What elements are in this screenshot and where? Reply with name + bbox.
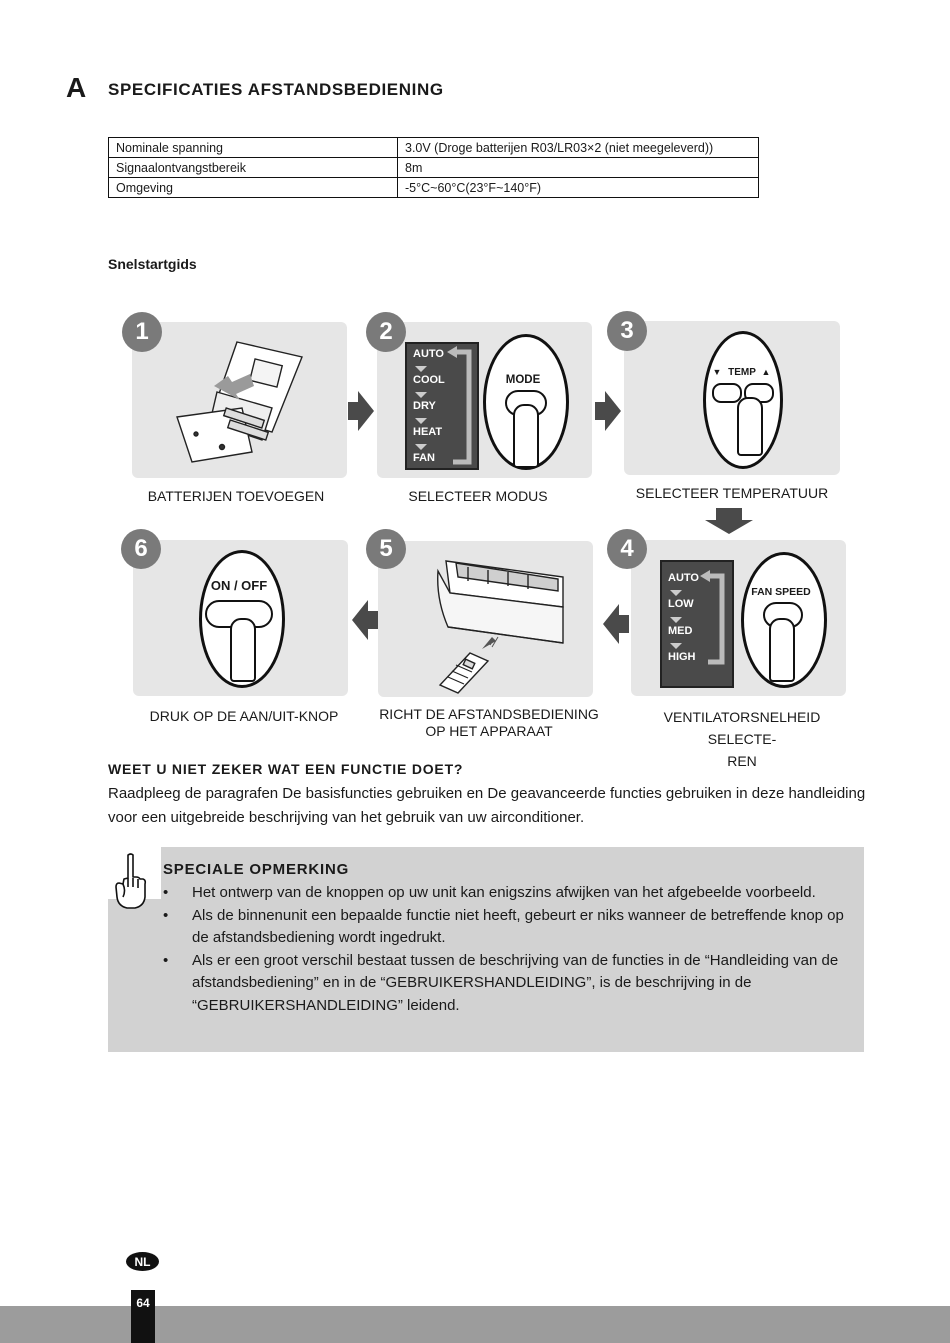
fan-speed-item: AUTO — [668, 572, 699, 584]
pointing-hand-icon — [112, 851, 148, 911]
step-3-badge: 3 — [607, 311, 647, 351]
arrow-right-icon — [605, 391, 621, 431]
note-title: SPECIALE OPMERKING — [163, 861, 350, 878]
mode-item: DRY — [413, 400, 436, 412]
arrow-left-icon — [603, 604, 619, 644]
spec-label: Signaalontvangstbereik — [109, 158, 398, 178]
temp-down-button — [712, 383, 742, 403]
arrow-left-icon — [352, 600, 368, 640]
step-4-badge: 4 — [607, 529, 647, 569]
cycle-arrow-icon — [662, 562, 732, 686]
arrow-left-icon — [368, 611, 378, 629]
arrow-left-icon — [619, 615, 629, 633]
power-button-label: ON / OFF — [210, 578, 268, 593]
list-item: • Als er een groot verschil bestaat tussen de beschrijving van de functies in de “Handleiding van de afstandsbediening” en in de “GEBRUIKERSHANDLEIDING”, is de beschrijving in de “GEBRUIKERSHANDLEIDING” leidend. — [163, 950, 853, 1018]
step-5-badge: 5 — [366, 529, 406, 569]
step-4-caption-line2: REN — [727, 753, 757, 769]
fan-speed-button-label: FAN SPEED — [751, 586, 811, 598]
up-arrow-icon: ▲ — [761, 367, 771, 377]
section-title: SPECIFICATIES AFSTANDSBEDIENING — [108, 80, 444, 99]
table-row — [109, 178, 759, 198]
section-letter: A — [66, 72, 87, 103]
step-4-caption — [631, 706, 853, 772]
arrow-down-icon — [705, 520, 753, 534]
step-5-caption-line2: OP HET APPARAAT — [425, 723, 553, 739]
language-badge: NL — [126, 1252, 159, 1271]
quickstart-title: Snelstartgids — [108, 256, 197, 272]
step-2-caption: SELECTEER MODUS — [408, 488, 548, 504]
list-item: • Het ontwerp van de knoppen op uw unit kan enigszins afwijken van het afgebeelde voorbeeld. — [163, 882, 853, 905]
indoor-unit-illustration — [378, 541, 593, 697]
list-item: • Als de binnenunit een bepaalde functie niet heeft, gebeurt er niks wanneer de betreffende knop op de afstandsbediening wordt ingedrukt. — [163, 905, 853, 950]
mode-button-label: MODE — [505, 374, 541, 386]
step-3-panel — [624, 321, 840, 475]
spec-table — [108, 137, 759, 198]
info-heading: WEET U NIET ZEKER WAT EEN FUNCTIE DOET? — [108, 761, 464, 777]
mode-list — [405, 342, 479, 470]
spec-label: Omgeving — [109, 178, 398, 198]
step-1-badge: 1 — [122, 312, 162, 352]
finger-icon — [769, 618, 795, 682]
page-number: 64 — [131, 1290, 155, 1343]
step-5-caption — [378, 706, 600, 740]
info-text: Raadpleeg de paragrafen De basisfuncties gebruiken en De geavanceerde functies gebruiken in deze handleiding voor een uitgebreide beschrijving van het gebruik van uw airconditioner. — [108, 785, 866, 826]
arrow-down-icon — [716, 508, 742, 520]
step-2-panel — [377, 322, 592, 478]
spec-value: -5°C~60°C(23°F~140°F) — [398, 178, 759, 198]
table-row — [109, 138, 759, 158]
finger-icon — [513, 404, 539, 468]
mode-item: AUTO — [413, 348, 444, 360]
arrow-right-icon — [348, 402, 358, 420]
step-4-caption-line1: VENTILATORSNELHEID SELECTE- — [663, 709, 821, 747]
mode-item: HEAT — [413, 426, 443, 438]
down-arrow-icon: ▼ — [712, 367, 722, 377]
mode-item: FAN — [413, 452, 435, 464]
cycle-arrow-icon — [407, 344, 477, 468]
battery-remote-illustration — [132, 322, 347, 478]
step-5-caption-line1: RICHT DE AFSTANDSBEDIENING — [379, 706, 599, 722]
spec-value: 3.0V (Droge batterijen R03/LR03×2 (niet meegeleverd)) — [398, 138, 759, 158]
fan-speed-item: HIGH — [668, 651, 696, 663]
step-1-panel — [132, 322, 347, 478]
step-5-panel — [378, 541, 593, 697]
fan-speed-list — [660, 560, 734, 688]
fan-speed-item: LOW — [668, 598, 694, 610]
temp-button-label: TEMP — [728, 367, 756, 378]
step-6-panel — [133, 540, 348, 696]
spec-value: 8m — [398, 158, 759, 178]
finger-icon — [737, 397, 763, 456]
mode-item: COOL — [413, 374, 445, 386]
arrow-right-icon — [358, 391, 374, 431]
table-row — [109, 158, 759, 178]
step-3-caption: SELECTEER TEMPERATUUR — [635, 485, 829, 501]
fan-speed-item: MED — [668, 625, 693, 637]
step-6-badge: 6 — [121, 529, 161, 569]
step-4-panel — [631, 540, 846, 696]
arrow-right-icon — [595, 402, 605, 420]
finger-icon — [230, 618, 256, 682]
note-list — [163, 882, 853, 1017]
step-1-caption: BATTERIJEN TOEVOEGEN — [147, 488, 325, 504]
step-2-badge: 2 — [366, 312, 406, 352]
step-6-caption: DRUK OP DE AAN/UIT-KNOP — [149, 708, 339, 724]
spec-label: Nominale spanning — [109, 138, 398, 158]
